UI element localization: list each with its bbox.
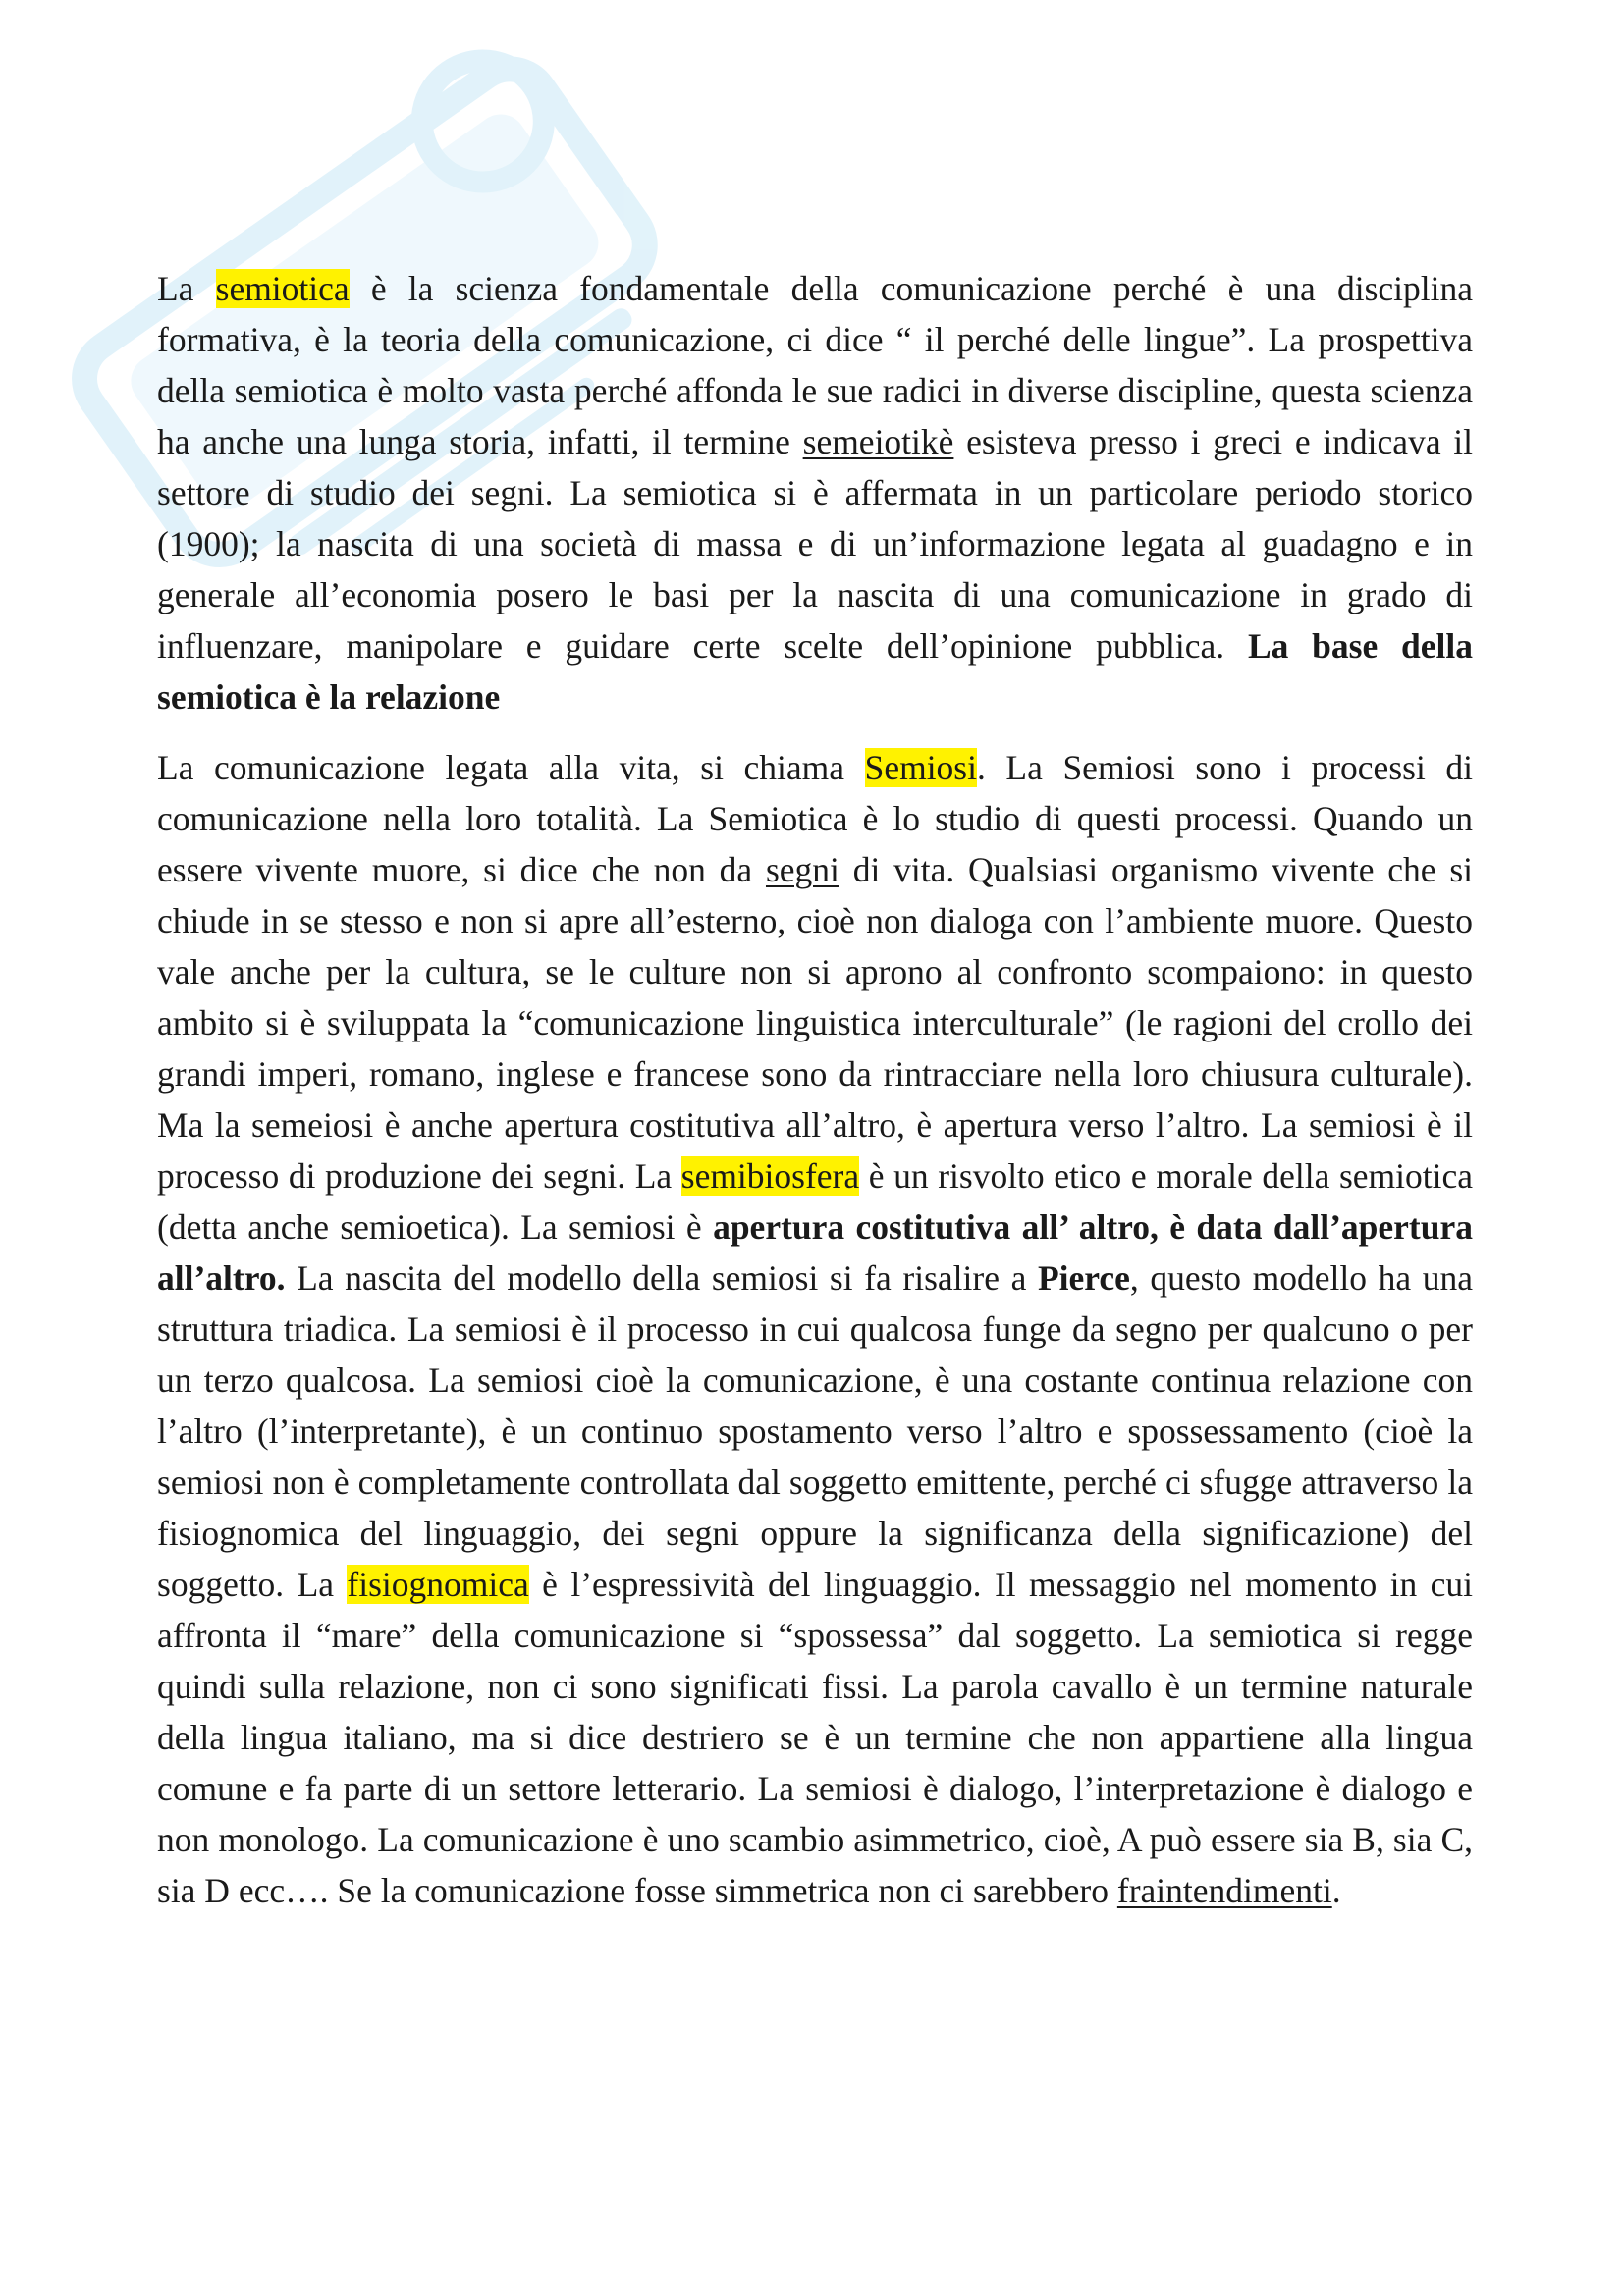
underlined-term-fraintendimenti: fraintendimenti [1116,1871,1332,1910]
text-run: , questo modello ha una struttura triadica. La semiosi è il processo in cui qualcosa funge da segno per qualcuno o per un terzo qualcosa. La semiosi cioè la comunicazione, è una costante continua relazione con l’altro (l’interpretante), è un continuo spostamento verso l’altro e spossessamento (cioè la semiosi non è completamente controllata dal soggetto emittente, perché ci sfugge attraverso la fisiognomica del linguaggio, dei segni oppure la significanza della significazione) del soggetto. La [157,1258,1473,1604]
text-run: esisteva presso i greci e indicava il settore di studio dei segni. La semiotica si è affermata in un particolare periodo storico (1900); la nascita di una società di massa e di un’informazione legata al guadagno e in generale all’economia posero le basi per la nascita di una comunicazione in grado di influenzare, manipolare e guidare certe scelte dell’opinione pubblica. [157,422,1474,666]
highlighted-term-semiotica: semiotica [215,269,350,308]
highlighted-term-fisiognomica: fisiognomica [347,1565,529,1604]
highlighted-term-semibiosfera: semibiosfera [680,1156,860,1196]
paragraph-semiosi [157,742,1473,1916]
text-run: La comunicazione legata alla vita, si chiama [157,748,865,787]
text-run: . La Semiosi sono i processi di comunicazione nella loro totalità. La Semiotica è lo studio di questi processi. Quando un essere vivente muore, si dice che non da [157,748,1473,889]
text-run: . [1331,1871,1341,1910]
bold-statement-apertura: apertura costitutiva all’ altro, è data dall’apertura all’altro. [157,1207,1473,1298]
document-body [157,263,1473,1916]
bold-name-pierce: Pierce [1037,1258,1130,1298]
bold-statement-base-semiotica: La base della semiotica è la relazione [157,626,1473,717]
underlined-term-segni: segni [765,850,839,889]
text-run: di vita. Qualsiasi organismo vivente che si chiude in se stesso e non si apre all’esterno, cioè non dialoga con l’ambiente muore. Questo vale anche per la cultura, se le culture non si aprono al confronto scompaiono: in questo ambito si è sviluppata la “comunicazione linguistica interculturale” (le ragioni del crollo dei grandi imperi, romano, inglese e francese sono da rintracciare nella loro chiusura culturale). Ma la semeiosi è anche apertura costitutiva all’altro, è apertura verso l’altro. La semiosi è il processo di produzione dei segni. La [157,850,1473,1196]
highlighted-term-semiosi: Semiosi [864,748,977,787]
text-run: è l’espressività del linguaggio. Il messaggio nel momento in cui affronta il “mare” della comunicazione si “spossessa” dal soggetto. La semiotica si regge quindi sulla relazione, non ci sono significati fissi. La parola cavallo è un termine naturale della lingua italiano, ma si dice destriero se è un termine che non appartiene alla lingua comune e fa parte di un settore letterario. La semiosi è dialogo, l’interpretazione è dialogo e non monologo. La comunicazione è uno scambio asimmetrico, cioè, A può essere sia B, sia C, sia D ecc…. Se la comunicazione fosse simmetrica non ci sarebbero [157,1565,1473,1910]
text-run: è la scienza fondamentale della comunicazione perché è una disciplina formativa, è la teoria della comunicazione, ci dice “ il perché delle lingue”. La prospettiva della semiotica è molto vasta perché affonda le sue radici in diverse discipline, questa scienza ha anche una lunga storia, infatti, il termine [157,269,1473,461]
text-run: La [157,269,216,308]
text-run: La nascita del modello della semiosi si fa risalire a [285,1258,1038,1298]
underlined-term-semeiotike: semeiotikè [802,422,954,461]
text-run: è un risvolto etico e morale della semiotica (detta anche semioetica). La semiosi è [157,1156,1473,1247]
paragraph-semiotica [157,263,1473,722]
